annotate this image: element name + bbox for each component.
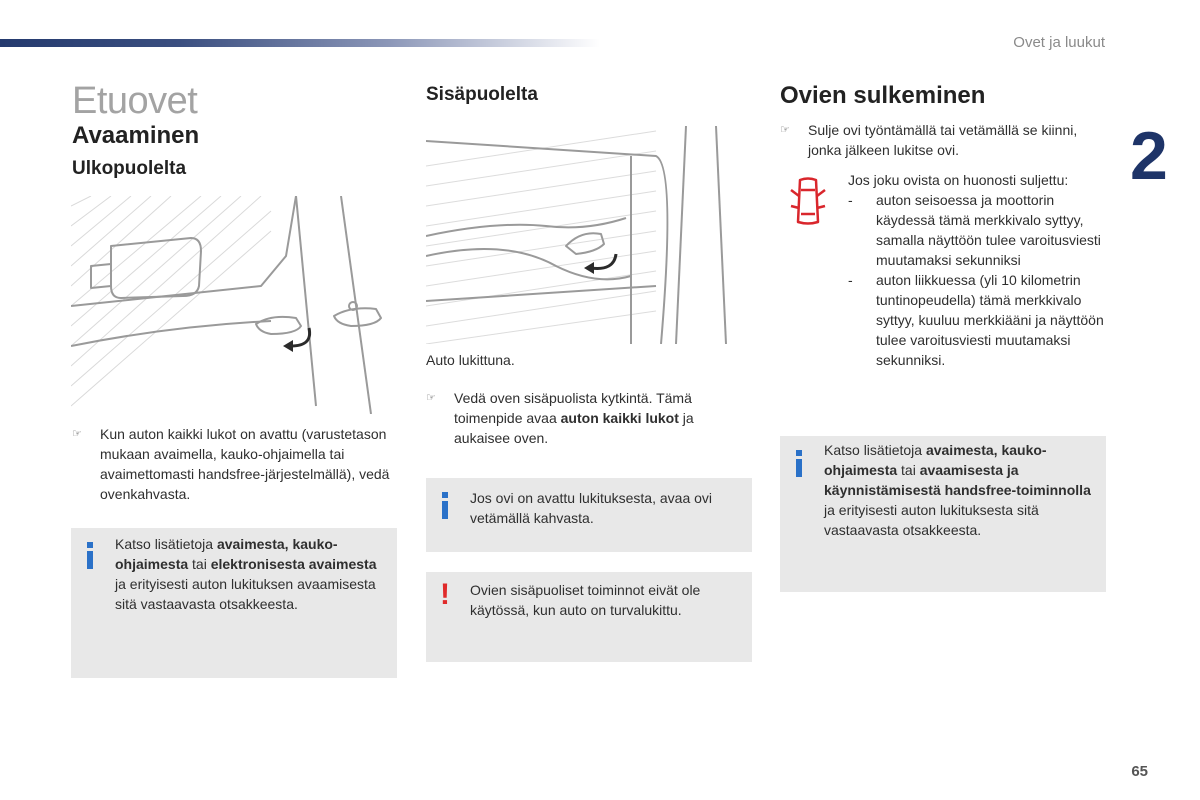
warning-text: Ovien sisäpuoliset toiminnot eivät ole käytössä, kun auto on turvalukittu. (470, 582, 701, 618)
info-bold-part: avaimesta, kauko-ohjaimesta (824, 442, 1047, 478)
section-title: Ovet ja luukut (1013, 34, 1105, 51)
info-bold-part: avaamisesta ja käynnistämisestä handsfree-toiminnolla (824, 462, 1091, 498)
door-warning-note (848, 170, 1108, 370)
exterior-door-handle-illustration (71, 196, 397, 414)
info-text-middle: Jos ovi on avattu lukituksesta, avaa ovi vetämällä kahvasta. (470, 490, 713, 526)
section-heading-closing: Ovien sulkeminen (780, 82, 986, 109)
subheading-inside: Sisäpuolelta (426, 84, 538, 105)
warning-box-middle (426, 572, 752, 662)
info-box-left (71, 528, 397, 678)
bullet-text-part: Vedä oven sisäpuolista kytkintä. Tämä toimenpide avaa (454, 390, 692, 426)
dash-marker: - (848, 192, 853, 208)
car-locked-text: Auto lukittuna. (426, 352, 515, 368)
note-item (848, 270, 1108, 370)
info-icon (85, 542, 95, 570)
page-heading: Etuovet (72, 80, 198, 122)
info-text-part: ja erityisesti auton lukituksesta sitä vastaavasta otsakkeesta. (824, 502, 1039, 538)
note-intro: Jos joku ovista on huonosti suljettu: (848, 172, 1069, 188)
bullet-pointer-icon: ☞ (426, 392, 436, 404)
warning-exclamation-icon: ! (440, 578, 450, 611)
bullet-pointer-icon: ☞ (780, 124, 790, 136)
dash-marker: - (848, 272, 853, 288)
note-list (848, 190, 1108, 370)
bullet-closing (780, 120, 1110, 160)
bullet-exterior-open (72, 424, 392, 504)
chapter-number: 2 (1130, 118, 1168, 194)
bullet-text-part: ja aukaisee oven. (454, 410, 694, 446)
page-number: 65 (1131, 763, 1148, 780)
info-text-left (115, 534, 391, 614)
bullet-text: Kun auton kaikki lukot on avattu (varustetason mukaan avaimella, kauko-ohjaimella tai avaimettomasti handsfree-järjestelmällä), vedä ovenkahvasta. (100, 426, 390, 502)
info-text-part: tai (897, 462, 920, 478)
bullet-text: Sulje ovi työntämällä tai vetämällä se kiinni, jonka jälkeen lukitse ovi. (808, 122, 1078, 158)
subheading-outside: Ulkopuolelta (72, 158, 187, 179)
info-bold-part: elektronisesta avaimesta (210, 556, 377, 572)
info-icon (794, 450, 804, 478)
header-gradient-bar (0, 39, 600, 47)
bullet-interior-open (426, 388, 726, 448)
info-text-right (824, 440, 1094, 540)
info-text-part: ja erityisesti auton lukituksen avaamisesta sitä vastaavasta otsakkeesta. (115, 576, 376, 612)
info-icon (440, 492, 450, 520)
bullet-text (426, 388, 726, 448)
interior-door-handle-illustration (426, 126, 752, 344)
note-item-text: auton seisoessa ja moottorin käydessä tämä merkkivalo syttyy, samalla näyttöön tulee varoitusviesti muutamaksi sekunniksi (876, 192, 1101, 268)
info-box-right (780, 436, 1106, 592)
door-open-warning-icon-drawing (788, 176, 828, 228)
info-text-part: Katso lisätietoja (115, 536, 217, 552)
info-box-middle (426, 478, 752, 552)
section-heading-opening: Avaaminen (72, 122, 200, 149)
bullet-bold-part: auton kaikki lukot (560, 410, 679, 426)
note-item-text: auton liikkuessa (yli 10 kilometrin tuntinopeudella) tämä merkkivalo syttyy, kuuluu merkkiääni ja näyttöön tulee varoitusviesti muutamaksi sekunniksi. (876, 272, 1104, 368)
info-text-part: Katso lisätietoja (824, 442, 926, 458)
info-text-part: tai (188, 556, 211, 572)
door-open-warning-icon (788, 176, 828, 228)
car-door-exterior-drawing (71, 196, 397, 414)
note-item (848, 190, 1108, 270)
bullet-pointer-icon: ☞ (72, 428, 82, 440)
info-bold-part: avaimesta, kauko-ohjaimesta (115, 536, 338, 572)
car-door-interior-drawing (426, 126, 752, 344)
